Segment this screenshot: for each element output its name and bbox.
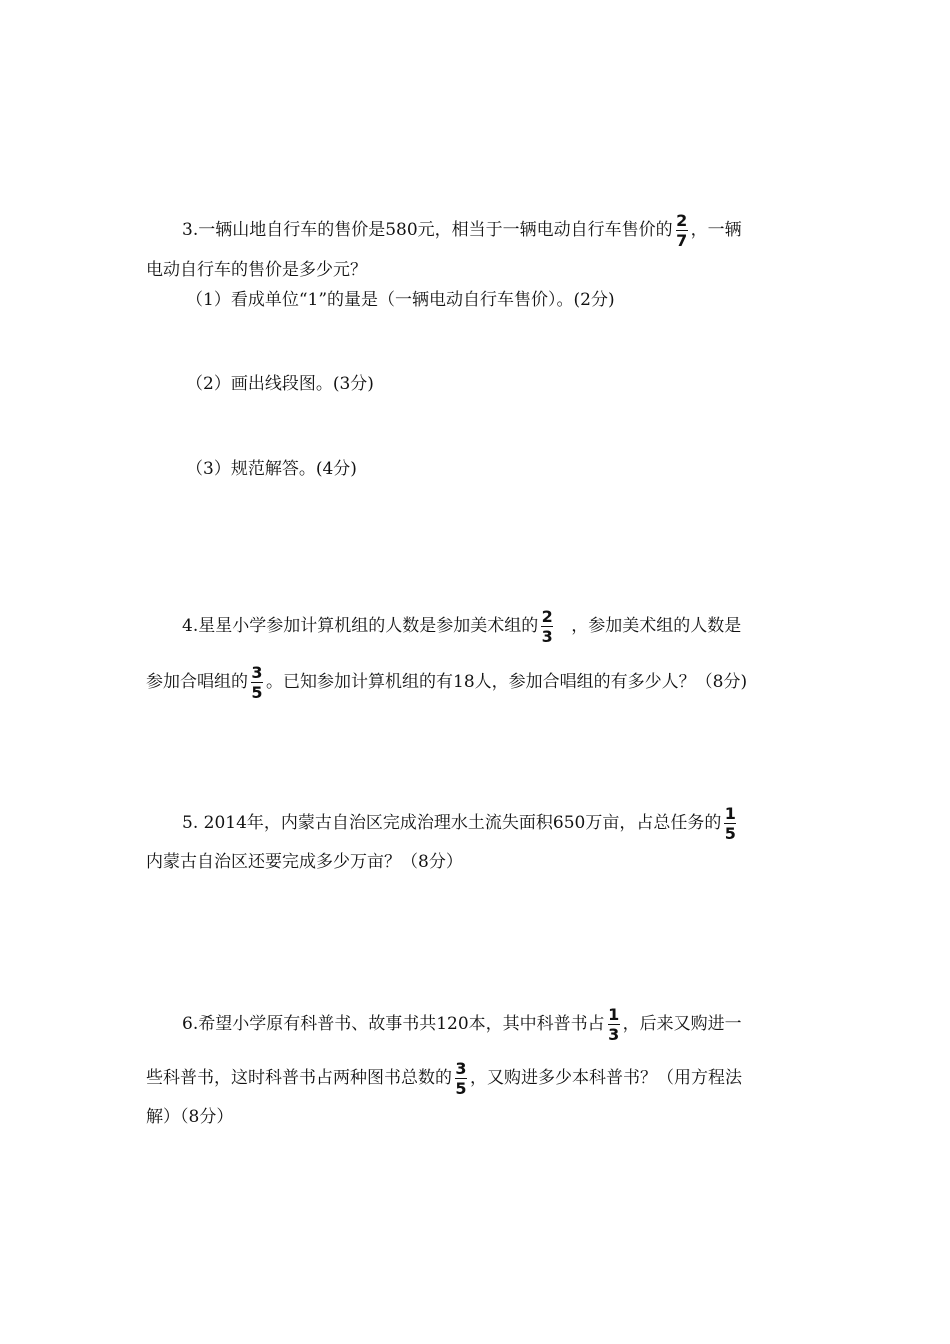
fraction-3-5b: $\frac{3}{5}$ [455,1059,467,1098]
q6-text-mid: ，后来又购进一 [622,1014,742,1034]
q5-line2: 内蒙古自治区还要完成多少万亩？（8分） [146,852,463,872]
fraction-1-5: $\frac{1}{5}$ [724,804,736,843]
q4-text-mid: ，参加美术组的人数是 [571,616,742,636]
q5-line1 [182,805,739,842]
q4-line2 [146,664,747,701]
q6-line2 [146,1060,742,1097]
q4-text-2: 参加合唱组的 [146,672,248,692]
fraction-2-7: $\frac{2}{7}$ [676,211,688,250]
q3-sub3: （3）规范解答。(4分) [186,459,357,479]
q3-sub1: （1）看成单位“1”的量是（一辆电动自行车售价）。(2分) [186,290,615,310]
q4-text-end: 。已知参加计算机组的有18人，参加合唱组的有多少人？（8分) [266,672,748,692]
q6-text-end: ，又购进多少本科普书？（用方程法 [470,1068,742,1088]
q6-text-2: 些科普书，这时科普书占两种图书总数的 [146,1068,452,1088]
q6-line1 [182,1006,742,1043]
fraction-3-5: $\frac{3}{5}$ [251,663,263,702]
q6-line3: 解）（8分） [146,1107,234,1127]
q5-text: 5. 2014年，内蒙古自治区完成治理水土流失面积650万亩，占总任务的 [182,813,722,833]
q3-text-end: ，一辆 [690,220,742,240]
q4-text: 4.星星小学参加计算机组的人数是参加美术组的 [182,616,539,636]
q3-sub2: （2）画出线段图。(3分) [186,374,374,394]
fraction-2-3: $\frac{2}{3}$ [541,607,553,646]
q6-text: 6.希望小学原有科普书、故事书共120本，其中科普书占 [182,1014,605,1034]
q3-text: 3.一辆山地自行车的售价是580元，相当于一辆电动自行车售价的 [182,220,673,240]
q3-line1 [182,212,742,249]
fraction-1-3: $\frac{1}{3}$ [608,1005,620,1044]
q3-line2: 电动自行车的售价是多少元？ [146,260,367,280]
q4-line1 [182,608,741,645]
